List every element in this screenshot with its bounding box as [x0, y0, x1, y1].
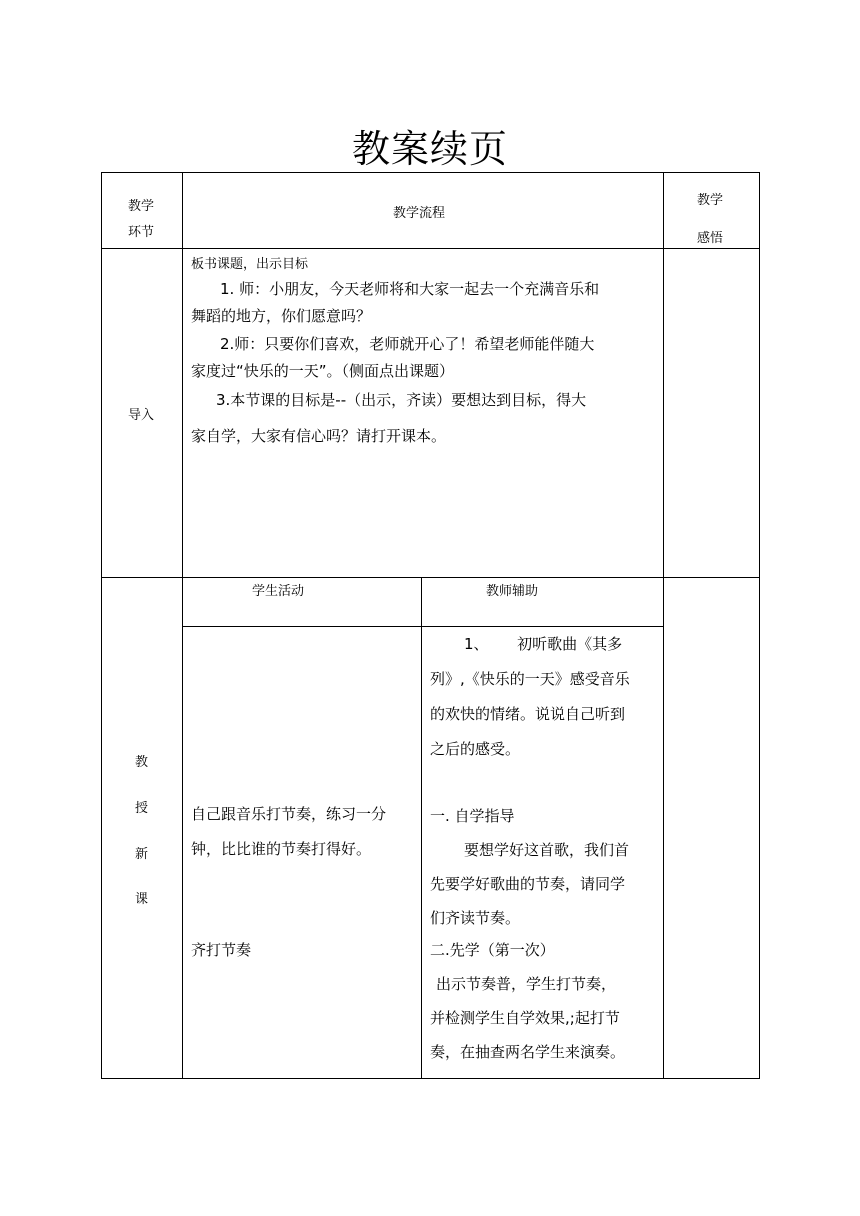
intro-line: 舞蹈的地方，你们愿意吗？: [191, 307, 372, 325]
intro-line: 家自学，大家有信心吗？请打开课本。: [191, 427, 447, 445]
teaching-label-char: 新: [135, 847, 149, 862]
header-col1-line1: 教学: [128, 199, 155, 214]
teacher-line: 先要学好歌曲的节奏，请同学: [430, 875, 626, 893]
student-line: 齐打节奏: [191, 941, 252, 959]
teacher-line: 们齐读节奏。: [430, 909, 521, 927]
teaching-label-char: 授: [135, 801, 149, 816]
student-line: 自己跟音乐打节奏，练习一分: [191, 805, 387, 823]
teacher-line: 要想学好这首歌，我们首: [464, 841, 630, 859]
header-col2: 教学流程: [393, 206, 446, 221]
teacher-line: 并检测学生自学效果,;起打节: [430, 1009, 620, 1027]
intro-line: 1. 师：小朋友，今天老师将和大家一起去一个充满音乐和: [220, 280, 600, 298]
teacher-line: 之后的感受。: [430, 740, 521, 758]
intro-line: 3.本节课的目标是--（出示，齐读）要想达到目标，得大: [216, 391, 587, 409]
intro-line: 2.师：只要你们喜欢，老师就开心了！希望老师能伴随大: [220, 335, 595, 353]
teacher-line: 的欢快的情绪。说说自己听到: [430, 705, 626, 723]
teaching-label-char: 课: [135, 892, 149, 907]
teacher-line: 一. 自学指导: [430, 807, 515, 825]
student-activity-header: 学生活动: [252, 584, 305, 599]
header-col1-line2: 环节: [128, 225, 155, 240]
page-title: 教案续页: [351, 127, 508, 171]
intro-line: 家度过“快乐的一天”。（侧面点出课题）: [191, 362, 455, 380]
intro-heading: 板书课题，出示目标: [191, 257, 309, 272]
student-line: 钟，比比谁的节奏打得好。: [191, 840, 372, 858]
header-col3-line2: 感悟: [697, 231, 724, 246]
teaching-label-char: 教: [135, 755, 149, 770]
teacher-line: 奏，在抽查两名学生来演奏。: [430, 1043, 626, 1061]
teacher-line: 1、 初听歌曲《其多: [464, 635, 623, 653]
intro-section-label: 导入: [128, 408, 155, 423]
header-col3-line1: 教学: [697, 193, 724, 208]
teacher-line: 出示节奏普，学生打节奏，: [436, 975, 617, 993]
teacher-assist-header: 教师辅助: [486, 584, 539, 599]
teacher-line: 列》,《快乐的一天》感受音乐: [430, 670, 630, 688]
teacher-line: 二.先学（第一次）: [430, 941, 555, 959]
